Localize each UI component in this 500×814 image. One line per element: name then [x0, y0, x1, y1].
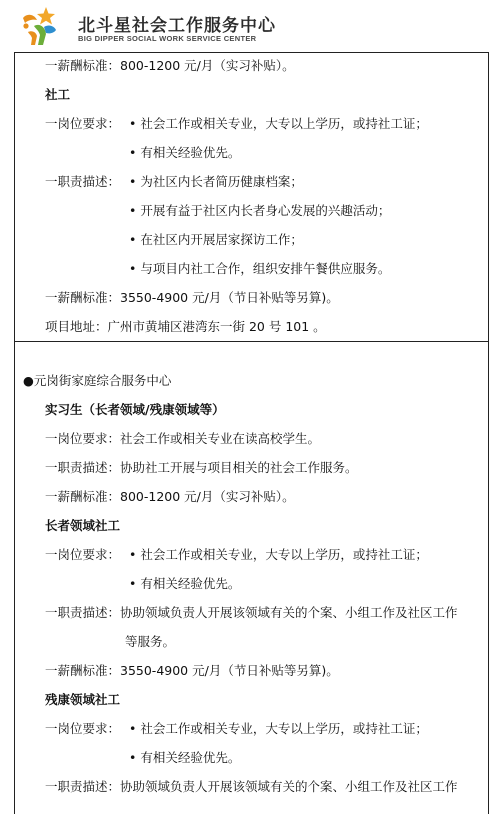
req-item: • 有相关经验优先。 [129, 576, 241, 591]
center-name: ●元岗街家庭综合服务中心 [23, 373, 172, 388]
duty-item: • 在社区内开展居家探访工作； [129, 232, 303, 247]
org-name-cn: 北斗星社会工作服务中心 [78, 16, 276, 36]
duty-item: • 开展有益于社区内长者身心发展的兴趣活动； [129, 203, 391, 218]
role-title: 残康领域社工 [45, 692, 121, 707]
req-item: • 社会工作或相关专业，大专以上学历，或持社工证； [129, 721, 428, 736]
page-header [18, 2, 488, 52]
duty-line: 一职责描述：协助领域负责人开展该领域有关的个案、小组工作及社区工作 [45, 605, 458, 620]
big-dipper-logo-icon [20, 4, 64, 48]
req-item: • 社会工作或相关专业，大专以上学历，或持社工证； [129, 547, 428, 562]
req-label: 一岗位要求： [45, 547, 121, 562]
duty-item: • 为社区内长者简历健康档案； [129, 174, 303, 189]
req-label: 一岗位要求： [45, 721, 121, 736]
req-label: 一岗位要求： [45, 116, 121, 131]
salary-line: 一薪酬标准：3550-4900 元/月（节日补贴等另算)。 [45, 663, 339, 678]
org-name-en: BIG DIPPER SOCIAL WORK SERVICE CENTER [78, 34, 257, 43]
req-item: • 有相关经验优先。 [129, 145, 241, 160]
req-line: 一岗位要求：社会工作或相关专业在读高校学生。 [45, 431, 321, 446]
duty-line: 一职责描述：协助社工开展与项目相关的社会工作服务。 [45, 460, 358, 475]
salary-line: 一薪酬标准：3550-4900 元/月（节日补贴等另算)。 [45, 290, 339, 305]
salary-line: 一薪酬标准：800-1200 元/月（实习补贴）。 [45, 489, 295, 504]
duty-line-cont: 等服务。 [125, 634, 176, 649]
duty-item: • 与项目内社工合作，组织安排午餐供应服务。 [129, 261, 391, 276]
role-title: 实习生（长者领域/残康领域等） [45, 402, 225, 417]
role-title: 社工 [45, 87, 71, 102]
req-item: • 社会工作或相关专业，大专以上学历，或持社工证； [129, 116, 428, 131]
salary-line: 一薪酬标准：800-1200 元/月（实习补贴）。 [45, 58, 295, 73]
req-item: • 有相关经验优先。 [129, 750, 241, 765]
address-line: 项目地址：广州市黄埔区港湾东一街 20 号 101 。 [45, 319, 326, 334]
job-box-1 [14, 52, 489, 342]
role-title: 长者领域社工 [45, 518, 121, 533]
job-box-2 [14, 341, 489, 814]
duty-label: 一职责描述： [45, 174, 121, 189]
duty-line: 一职责描述：协助领域负责人开展该领域有关的个案、小组工作及社区工作 [45, 779, 458, 794]
